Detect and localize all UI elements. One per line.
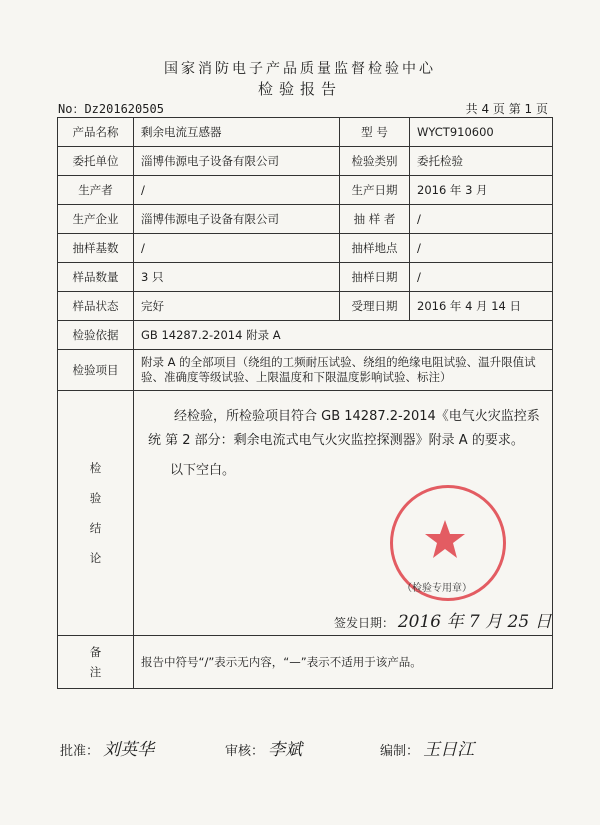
- producer-label: 生产者: [58, 176, 134, 205]
- approve-label: 批准：: [60, 744, 100, 759]
- client-value: 淄博伟源电子设备有限公司: [134, 147, 340, 176]
- approver: [60, 735, 154, 760]
- sample-site-label: 抽样地点: [340, 234, 410, 263]
- table-row: [58, 263, 553, 292]
- basis-value: GB 14287.2-2014 附录 A: [134, 321, 553, 350]
- items-value: 附录 A 的全部项目（绕组的工频耐压试验、绕组的绝缘电阻试验、温升限值试验、准确度等级试验、上限温度和下限温度影响试验、标注）: [134, 350, 553, 391]
- test-type-label: 检验类别: [340, 147, 410, 176]
- sign-date-label: 签发日期：: [334, 616, 395, 630]
- table-row: [58, 350, 553, 391]
- seal-label: （检验专用章）: [402, 583, 472, 594]
- conclusion-text: 经检验，所检验项目符合 GB 14287.2-2014《电气火灾监控系统 第 2 部分：剩余电流式电气火灾监控探测器》附录 A 的要求。: [148, 409, 540, 448]
- table-row: [58, 176, 553, 205]
- sample-state-value: 完好: [134, 292, 340, 321]
- manufacturer-label: 生产企业: [58, 205, 134, 234]
- remarks-label-char: 注: [89, 665, 102, 679]
- compiler: [380, 735, 474, 760]
- table-row: [58, 234, 553, 263]
- remarks-label: [58, 636, 134, 689]
- sample-qty-label: 样品数量: [58, 263, 134, 292]
- manufacturer-value: 淄博伟源电子设备有限公司: [134, 205, 340, 234]
- sampler-label: 抽 样 者: [340, 205, 410, 234]
- remarks-label-char: 备: [89, 645, 102, 659]
- sample-state-label: 样品状态: [58, 292, 134, 321]
- reviewer-signature: 李斌: [268, 740, 303, 760]
- client-label: 委托单位: [58, 147, 134, 176]
- compile-label: 编制：: [380, 744, 420, 759]
- test-type-value: 委托检验: [410, 147, 553, 176]
- table-row: [58, 118, 553, 147]
- blank-note: 以下空白。: [170, 463, 236, 478]
- org-name: 国家消防电子产品质量监督检验中心: [164, 61, 436, 77]
- conclusion-cell: [134, 391, 553, 636]
- sampler-value: /: [410, 205, 553, 234]
- basis-label: 检验依据: [58, 321, 134, 350]
- reviewer: [225, 735, 302, 760]
- sign-date-value: 2016 年 7 月 25 日: [397, 612, 552, 632]
- conclusion-row: [58, 391, 553, 636]
- model-value: WYCT910600: [410, 118, 553, 147]
- prod-date-value: 2016 年 3 月: [410, 176, 553, 205]
- compiler-signature: 王日江: [423, 740, 475, 760]
- table-row: [58, 321, 553, 350]
- accept-date-label: 受理日期: [340, 292, 410, 321]
- page-info: 共 4 页 第 1 页: [465, 102, 548, 116]
- conclusion-label-char: 结: [89, 521, 102, 535]
- sample-base-value: /: [134, 234, 340, 263]
- sample-date-value: /: [410, 263, 553, 292]
- model-label: 型 号: [340, 118, 410, 147]
- sample-site-value: /: [410, 234, 553, 263]
- sample-qty-value: 3 只: [134, 263, 340, 292]
- items-label: 检验项目: [58, 350, 134, 391]
- conclusion-label-char: 论: [89, 551, 102, 565]
- sample-date-label: 抽样日期: [340, 263, 410, 292]
- accept-date-value: 2016 年 4 月 14 日: [410, 292, 553, 321]
- remarks-value: 报告中符号“/”表示无内容，“—”表示不适用于该产品。: [134, 636, 553, 689]
- conclusion-label-char: 检: [89, 461, 102, 475]
- sign-date: [334, 607, 552, 632]
- table-row: [58, 205, 553, 234]
- seal-star-icon: [423, 518, 467, 562]
- product-name-label: 产品名称: [58, 118, 134, 147]
- conclusion-label-char: 验: [89, 491, 102, 505]
- product-name-value: 剩余电流互感器: [134, 118, 340, 147]
- conclusion-label: [58, 391, 134, 636]
- report-number: No：Dz201620505: [58, 102, 164, 116]
- table-row: [58, 147, 553, 176]
- report-table: [57, 117, 553, 689]
- producer-value: /: [134, 176, 340, 205]
- review-label: 审核：: [225, 744, 265, 759]
- report-title: 检验报告: [257, 80, 342, 98]
- table-row: [58, 292, 553, 321]
- sample-base-label: 抽样基数: [58, 234, 134, 263]
- remarks-row: [58, 636, 553, 689]
- prod-date-label: 生产日期: [340, 176, 410, 205]
- approver-signature: 刘英华: [103, 740, 155, 760]
